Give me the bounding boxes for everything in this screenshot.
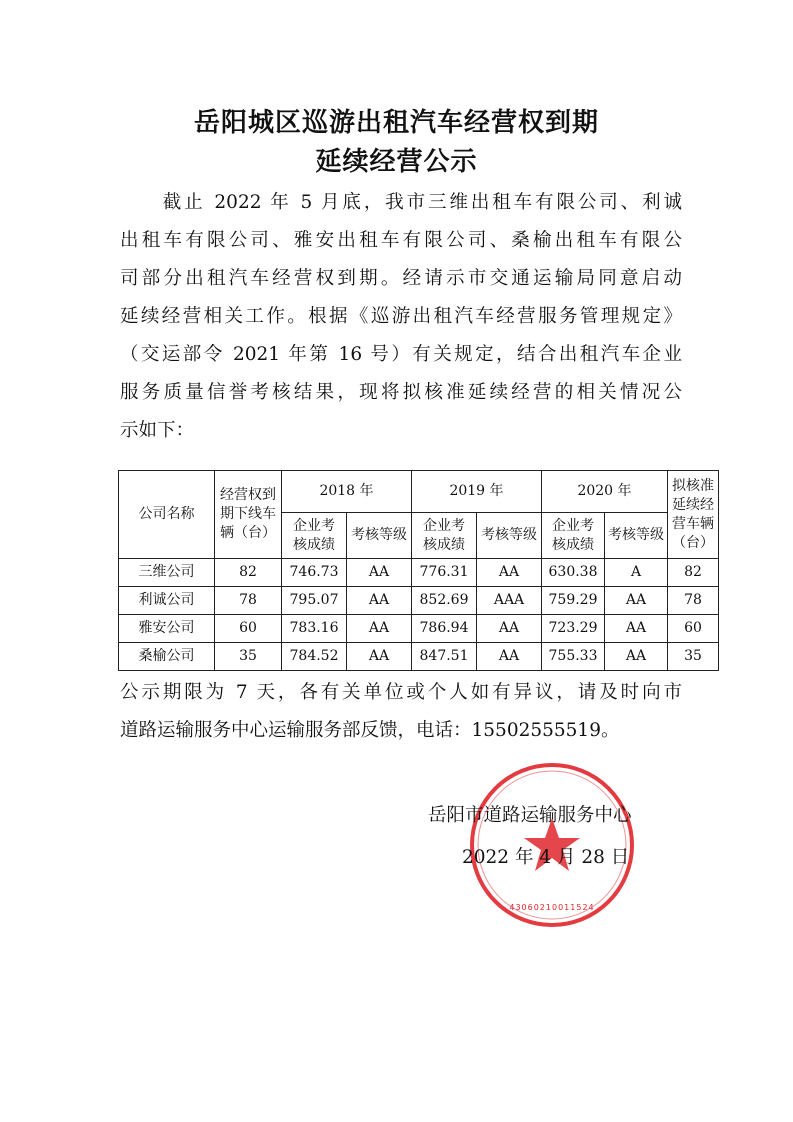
table-cell: AA (347, 615, 412, 643)
intro-line: 截止 2022 年 5 月底，我市三维出租车有限公司、利诚 (120, 192, 682, 213)
header-company: 公司名称 (119, 471, 215, 559)
intro-line: 延续经营相关工作。根据《巡游出租汽车经营服务管理规定》 (120, 306, 682, 327)
table-row (119, 615, 719, 643)
table-cell: AA (605, 643, 668, 671)
document-title-line-1: 岳阳城区巡游出租汽车经营权到期 (193, 108, 599, 138)
table-cell: 78 (215, 587, 282, 615)
table-cell: 784.52 (282, 643, 347, 671)
table-cell: 786.94 (412, 615, 477, 643)
table-cell: 755.33 (542, 643, 605, 671)
table-cell: 35 (668, 643, 719, 671)
subheader-score: 企业考核成绩 (542, 513, 605, 559)
table-cell: 60 (215, 615, 282, 643)
table-cell: AA (605, 587, 668, 615)
table-cell: 723.29 (542, 615, 605, 643)
header-year-2019: 2019 年 (412, 471, 542, 513)
table-cell: 82 (668, 559, 719, 587)
table-cell: 桑榆公司 (119, 643, 215, 671)
header-year-2018: 2018 年 (282, 471, 412, 513)
table-cell: 759.29 (542, 587, 605, 615)
table-cell: AA (347, 587, 412, 615)
table-cell: AA (347, 559, 412, 587)
table-cell: 847.51 (412, 643, 477, 671)
table-cell: AA (477, 615, 542, 643)
table-cell: 雅安公司 (119, 615, 215, 643)
header-year-2020: 2020 年 (542, 471, 668, 513)
closing-line: 公示期限为 7 天，各有关单位或个人如有异议，请及时向市 (120, 682, 682, 703)
table-cell: 746.73 (282, 559, 347, 587)
table-cell: AA (347, 643, 412, 671)
closing-line: 道路运输服务中心运输服务部反馈，电话：15502555519。 (120, 720, 620, 741)
subheader-score: 企业考核成绩 (282, 513, 347, 559)
seal-code: 43060210011524 (509, 903, 595, 912)
intro-line: 司部分出租汽车经营权到期。经请示市交通运输局同意启动 (120, 268, 682, 289)
document-title-line-2: 延续经营公示 (315, 147, 478, 177)
subheader-grade: 考核等级 (605, 513, 668, 559)
intro-line: 服务质量信誉考核结果，现将拟核准延续经营的相关情况公 (120, 382, 682, 403)
subheader-grade: 考核等级 (477, 513, 542, 559)
table-cell: 35 (215, 643, 282, 671)
intro-line: （交运部令 2021 年第 16 号）有关规定，结合出租汽车企业 (120, 344, 682, 365)
table-cell: 852.69 (412, 587, 477, 615)
table-cell: AA (605, 615, 668, 643)
header-expiring-vehicles: 经营权到期下线车辆（台） (215, 471, 282, 559)
table-cell: 783.16 (282, 615, 347, 643)
table-row (119, 643, 719, 671)
table-cell: 60 (668, 615, 719, 643)
table-cell: AAA (477, 587, 542, 615)
intro-line: 示如下： (120, 420, 195, 441)
header-approved-vehicles: 拟核准延续经营车辆（台） (668, 471, 719, 559)
table-cell: 利诚公司 (119, 587, 215, 615)
table-row (119, 587, 719, 615)
table-cell: 630.38 (542, 559, 605, 587)
table-cell: 78 (668, 587, 719, 615)
table-cell: 82 (215, 559, 282, 587)
subheader-score: 企业考核成绩 (412, 513, 477, 559)
table-cell: AA (477, 643, 542, 671)
table-cell: A (605, 559, 668, 587)
intro-line: 出租车有限公司、雅安出租车有限公司、桑榆出租车有限公 (120, 230, 682, 251)
assessment-table (118, 470, 719, 671)
table-cell: 776.31 (412, 559, 477, 587)
table-cell: 795.07 (282, 587, 347, 615)
table-row (119, 559, 719, 587)
signature-date: 2022 年 4 月 28 日 (462, 847, 630, 868)
signature-org: 岳阳市道路运输服务中心 (428, 805, 632, 826)
table-cell: AA (477, 559, 542, 587)
table-cell: 三维公司 (119, 559, 215, 587)
subheader-grade: 考核等级 (347, 513, 412, 559)
